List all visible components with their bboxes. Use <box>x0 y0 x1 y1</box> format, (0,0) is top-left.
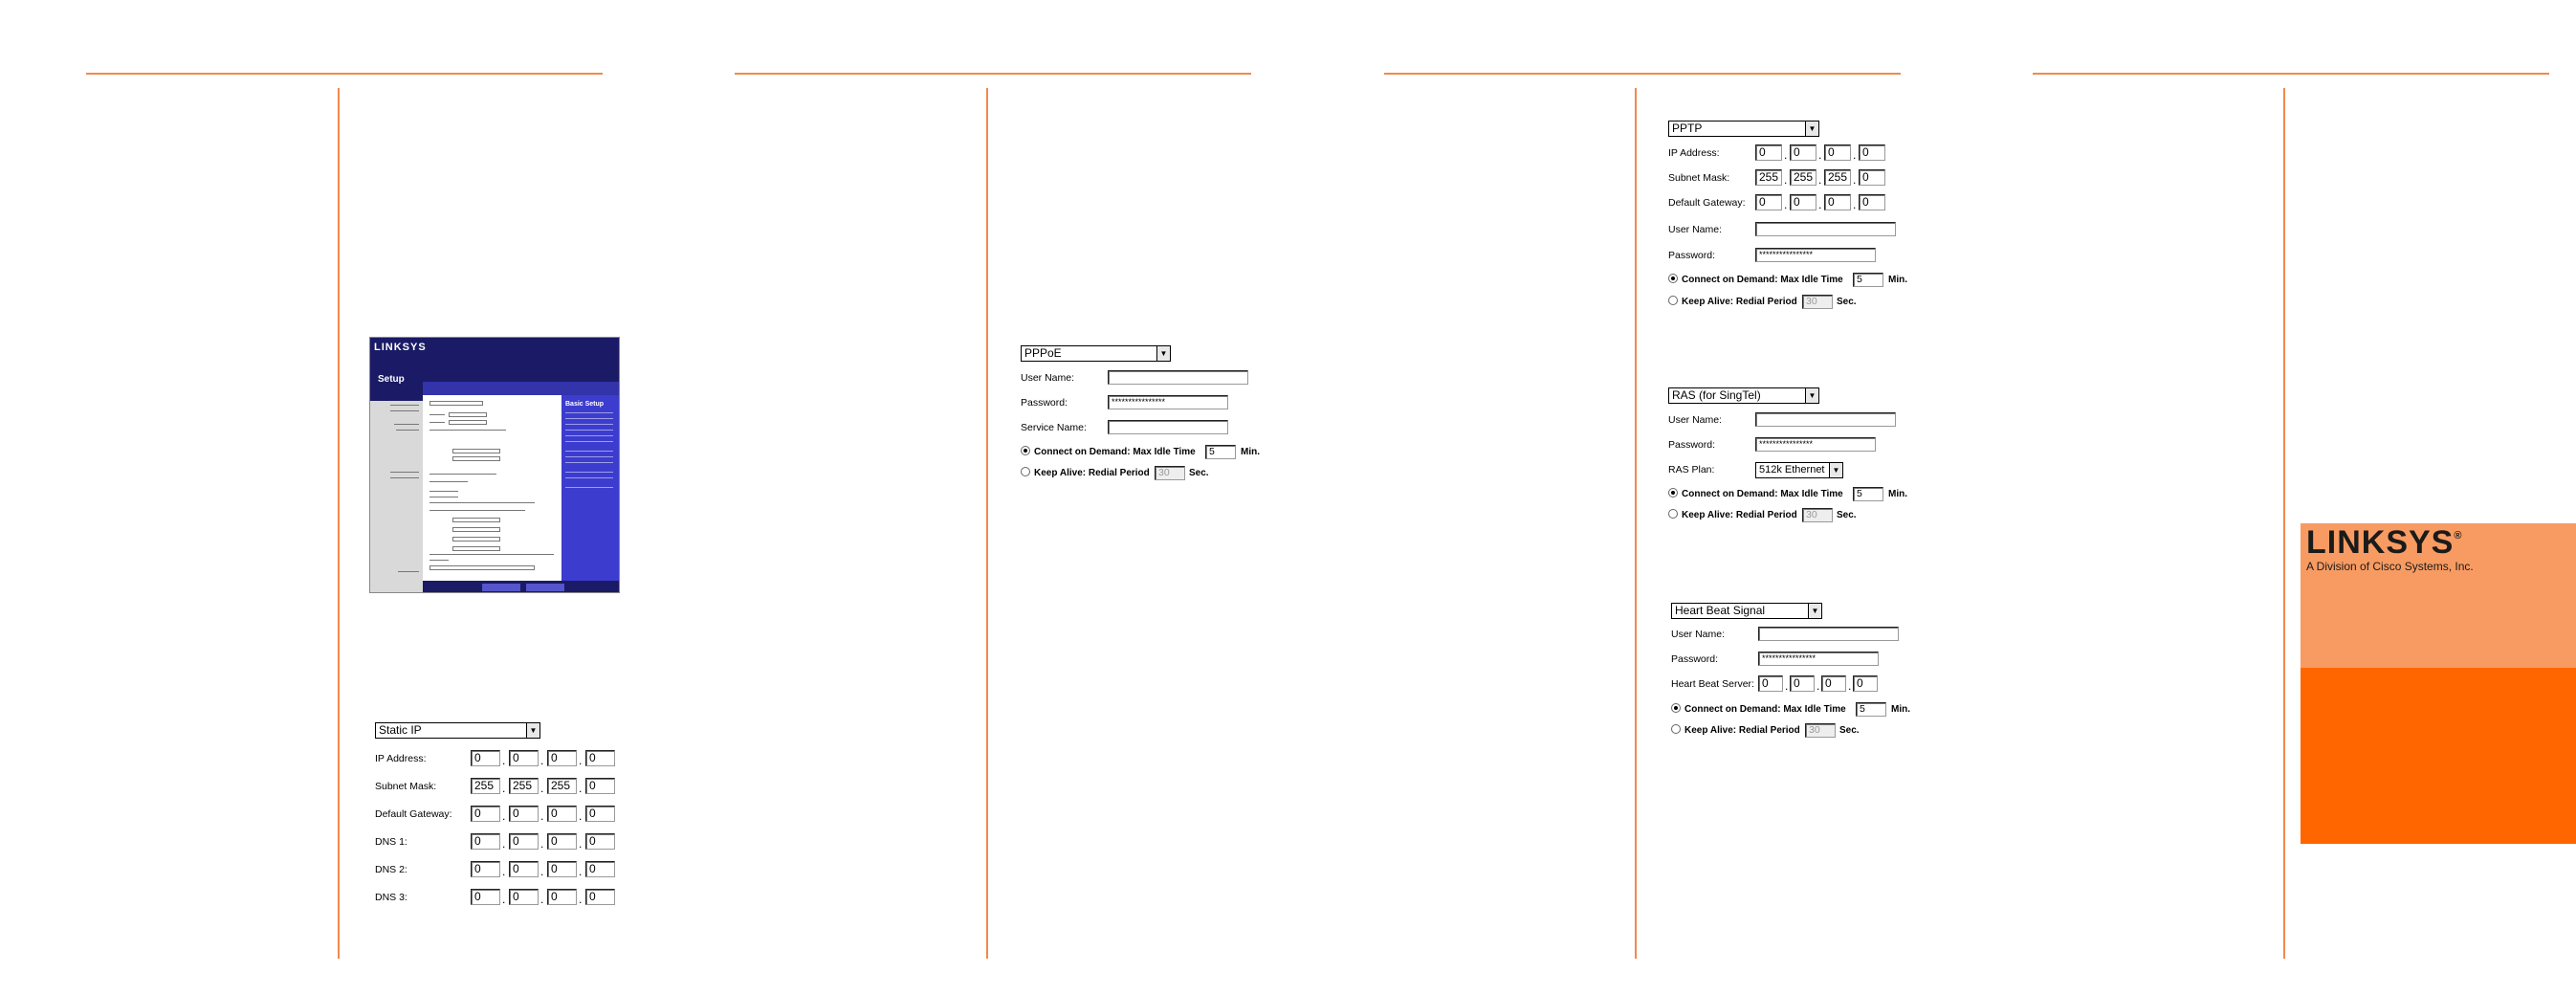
heart-beat-signal-form <box>1671 603 1929 746</box>
field-label: IP Address: <box>1668 147 1720 159</box>
default-gateway-row: Default Gateway: 0 . 0 . 0 . 0 <box>375 806 624 825</box>
max-idle-time-input[interactable]: 5 <box>1853 273 1883 287</box>
octet-input[interactable]: 0 <box>1859 194 1885 210</box>
octet-input[interactable]: 0 <box>547 806 577 822</box>
service-name-label: Service Name: <box>1021 422 1087 433</box>
thumbnail-section-title: Setup <box>370 359 423 401</box>
field-label: Default Gateway: <box>375 808 452 820</box>
octet-input[interactable]: 0 <box>471 806 500 822</box>
keep-alive-label: Keep Alive: Redial Period <box>1682 297 1797 307</box>
thumbnail-tab-bar <box>423 382 620 395</box>
dns1-row: DNS 1: 0 . 0 . 0 . 0 <box>375 833 624 852</box>
user-name-label: User Name: <box>1671 629 1726 640</box>
octet-input[interactable]: 0 <box>1859 144 1885 161</box>
password-input[interactable]: **************** <box>1108 395 1228 409</box>
field-label: Heart Beat Server: <box>1671 678 1754 690</box>
connect-on-demand-label: Connect on Demand: Max Idle Time <box>1682 275 1843 285</box>
keep-alive-radio[interactable] <box>1668 509 1678 519</box>
subnet-mask-row: Subnet Mask: 255 . 255 . 255 . 0 <box>1668 169 1917 188</box>
heart-beat-server-row: Heart Beat Server: 0 . 0 . 0 . 0 <box>1671 675 1920 695</box>
octet-input[interactable]: 0 <box>585 889 615 905</box>
octet-input[interactable]: 0 <box>471 889 500 905</box>
user-name-label: User Name: <box>1021 372 1075 384</box>
octet-input[interactable]: 0 <box>547 833 577 850</box>
header-rule-page-3 <box>1384 73 1901 75</box>
octet-input[interactable]: 255 <box>471 778 500 794</box>
field-label: Subnet Mask: <box>375 781 437 792</box>
connection-type-select[interactable] <box>1021 345 1171 362</box>
field-label: Subnet Mask: <box>1668 172 1730 184</box>
max-idle-time-input[interactable]: 5 <box>1205 445 1236 459</box>
octet-input[interactable]: 255 <box>509 778 539 794</box>
redial-unit: Sec. <box>1839 725 1860 736</box>
connection-type-select[interactable] <box>1668 121 1819 137</box>
octet-input[interactable]: 0 <box>471 833 500 850</box>
octet-input[interactable]: 0 <box>1859 169 1885 186</box>
octet-input[interactable]: 0 <box>471 861 500 877</box>
chevron-down-icon[interactable]: ▼ <box>1805 388 1818 403</box>
brand-panel-dark <box>2301 668 2576 844</box>
connect-on-demand-radio[interactable] <box>1021 446 1030 455</box>
max-idle-time-input[interactable]: 5 <box>1853 487 1883 501</box>
user-name-input[interactable] <box>1108 370 1248 385</box>
user-name-input[interactable] <box>1755 412 1896 427</box>
redial-unit: Sec. <box>1837 510 1857 520</box>
octet-input[interactable]: 0 <box>509 806 539 822</box>
octet-input[interactable]: 0 <box>1790 675 1815 692</box>
octet-input[interactable]: 0 <box>509 833 539 850</box>
pppoe-form <box>1021 345 1288 489</box>
connection-type-value: PPTP <box>1672 122 1703 135</box>
octet-input[interactable]: 255 <box>1824 169 1851 186</box>
octet-input[interactable]: 255 <box>1790 169 1816 186</box>
octet-input[interactable]: 0 <box>547 861 577 877</box>
redial-period-input[interactable]: 30 <box>1802 295 1833 309</box>
connect-on-demand-label: Connect on Demand: Max Idle Time <box>1684 704 1846 715</box>
chevron-down-icon[interactable]: ▼ <box>1808 604 1821 618</box>
connect-on-demand-label: Connect on Demand: Max Idle Time <box>1034 447 1196 457</box>
idle-unit: Min. <box>1891 704 1910 715</box>
user-name-input[interactable] <box>1758 627 1899 641</box>
password-input[interactable]: **************** <box>1758 652 1879 666</box>
linksys-logo: LINKSYS® <box>2306 524 2463 561</box>
user-name-input[interactable] <box>1755 222 1896 236</box>
field-label: DNS 2: <box>375 864 407 875</box>
keep-alive-label: Keep Alive: Redial Period <box>1684 725 1800 736</box>
idle-unit: Min. <box>1888 489 1907 499</box>
subnet-mask-row: Subnet Mask: 255 . 255 . 255 . 0 <box>375 778 624 797</box>
octet-input[interactable]: 0 <box>509 861 539 877</box>
octet-input[interactable]: 0 <box>1755 144 1782 161</box>
ip-address-row: IP Address: 0 . 0 . 0 . 0 <box>375 750 624 769</box>
octet-input[interactable]: 0 <box>1790 194 1816 210</box>
router-setup-screenshot <box>369 337 620 593</box>
octet-input[interactable]: 255 <box>1755 169 1782 186</box>
user-name-label: User Name: <box>1668 414 1723 426</box>
octet-input[interactable]: 0 <box>1824 144 1851 161</box>
header-rule-page-1 <box>86 73 603 75</box>
service-name-input[interactable] <box>1108 420 1228 434</box>
thumbnail-header <box>370 338 620 359</box>
redial-unit: Sec. <box>1189 468 1209 478</box>
octet-input[interactable]: 0 <box>509 889 539 905</box>
redial-period-input[interactable]: 30 <box>1155 466 1185 480</box>
margin-rule-page-3 <box>1635 88 1637 959</box>
octet-input[interactable]: 0 <box>585 861 615 877</box>
octet-input[interactable]: 0 <box>1824 194 1851 210</box>
idle-unit: Min. <box>1241 447 1260 457</box>
redial-unit: Sec. <box>1837 297 1857 307</box>
octet-input[interactable]: 0 <box>585 806 615 822</box>
connection-type-value: RAS (for SingTel) <box>1672 388 1761 402</box>
brand-tagline: A Division of Cisco Systems, Inc. <box>2306 560 2474 573</box>
pptp-form <box>1668 121 1926 312</box>
connection-type-value: Heart Beat Signal <box>1675 604 1766 617</box>
password-label: Password: <box>1021 397 1068 409</box>
thumbnail-help-panel <box>561 395 620 593</box>
thumbnail-logo: LINKSYS <box>374 342 427 353</box>
keep-alive-radio[interactable] <box>1671 724 1681 734</box>
field-label: DNS 1: <box>375 836 407 848</box>
password-input[interactable]: **************** <box>1755 437 1876 452</box>
octet-input[interactable]: 0 <box>471 750 500 766</box>
header-rule-page-2 <box>735 73 1251 75</box>
octet-input[interactable]: 0 <box>585 750 615 766</box>
thumbnail-nav-bar <box>423 359 620 382</box>
chevron-down-icon[interactable]: ▼ <box>526 723 539 738</box>
registered-mark: ® <box>2454 530 2463 542</box>
chevron-down-icon[interactable]: ▼ <box>1156 346 1170 361</box>
ras-plan-select[interactable] <box>1755 462 1843 478</box>
ras-plan-value: 512k Ethernet <box>1759 464 1825 475</box>
password-input[interactable]: **************** <box>1755 248 1876 262</box>
octet-input[interactable]: 0 <box>1853 675 1878 692</box>
default-gateway-row: Default Gateway: 0 . 0 . 0 . 0 <box>1668 194 1917 213</box>
password-label: Password: <box>1668 439 1716 451</box>
password-label: Password: <box>1671 653 1719 665</box>
connect-on-demand-label: Connect on Demand: Max Idle Time <box>1682 489 1843 499</box>
field-label: IP Address: <box>375 753 427 764</box>
connect-on-demand-radio[interactable] <box>1668 488 1678 498</box>
ip-address-row: IP Address: 0 . 0 . 0 . 0 <box>1668 144 1917 164</box>
keep-alive-label: Keep Alive: Redial Period <box>1034 468 1150 478</box>
octet-input[interactable]: 0 <box>547 889 577 905</box>
field-label: DNS 3: <box>375 892 407 903</box>
connection-type-select[interactable] <box>1668 387 1819 404</box>
octet-input[interactable]: 0 <box>585 778 615 794</box>
octet-input[interactable]: 0 <box>1758 675 1783 692</box>
redial-period-input[interactable]: 30 <box>1802 508 1833 522</box>
margin-rule-page-2 <box>986 88 988 959</box>
user-name-label: User Name: <box>1668 224 1723 235</box>
ras-form <box>1668 387 1926 531</box>
margin-rule-page-1 <box>338 88 340 959</box>
connection-type-select[interactable] <box>375 722 540 739</box>
connect-on-demand-radio[interactable] <box>1671 703 1681 713</box>
keep-alive-radio[interactable] <box>1021 467 1030 476</box>
connection-type-select[interactable] <box>1671 603 1822 619</box>
thumbnail-help-title: Basic Setup <box>565 401 605 408</box>
keep-alive-radio[interactable] <box>1668 296 1678 305</box>
octet-input[interactable]: 0 <box>1755 194 1782 210</box>
margin-rule-page-4 <box>2283 88 2285 959</box>
header-rule-page-4 <box>2033 73 2549 75</box>
connection-type-value: PPPoE <box>1024 346 1062 360</box>
field-label: Default Gateway: <box>1668 197 1746 209</box>
octet-input[interactable]: 0 <box>1790 144 1816 161</box>
chevron-down-icon[interactable]: ▼ <box>1829 463 1842 477</box>
dns2-row: DNS 2: 0 . 0 . 0 . 0 <box>375 861 624 880</box>
chevron-down-icon[interactable]: ▼ <box>1805 122 1818 136</box>
octet-input[interactable]: 0 <box>547 750 577 766</box>
connect-on-demand-radio[interactable] <box>1668 274 1678 283</box>
octet-input[interactable]: 0 <box>585 833 615 850</box>
ras-plan-label: RAS Plan: <box>1668 464 1715 475</box>
dns3-row: DNS 3: 0 . 0 . 0 . 0 <box>375 889 624 908</box>
keep-alive-label: Keep Alive: Redial Period <box>1682 510 1797 520</box>
octet-input[interactable]: 0 <box>509 750 539 766</box>
password-label: Password: <box>1668 250 1716 261</box>
octet-input[interactable]: 0 <box>1821 675 1846 692</box>
redial-period-input[interactable]: 30 <box>1805 723 1836 738</box>
static-ip-form <box>375 722 624 914</box>
connection-type-value: Static IP <box>379 723 422 737</box>
thumbnail-footer <box>423 581 620 593</box>
octet-input[interactable]: 255 <box>547 778 577 794</box>
max-idle-time-input[interactable]: 5 <box>1856 702 1886 717</box>
idle-unit: Min. <box>1888 275 1907 285</box>
